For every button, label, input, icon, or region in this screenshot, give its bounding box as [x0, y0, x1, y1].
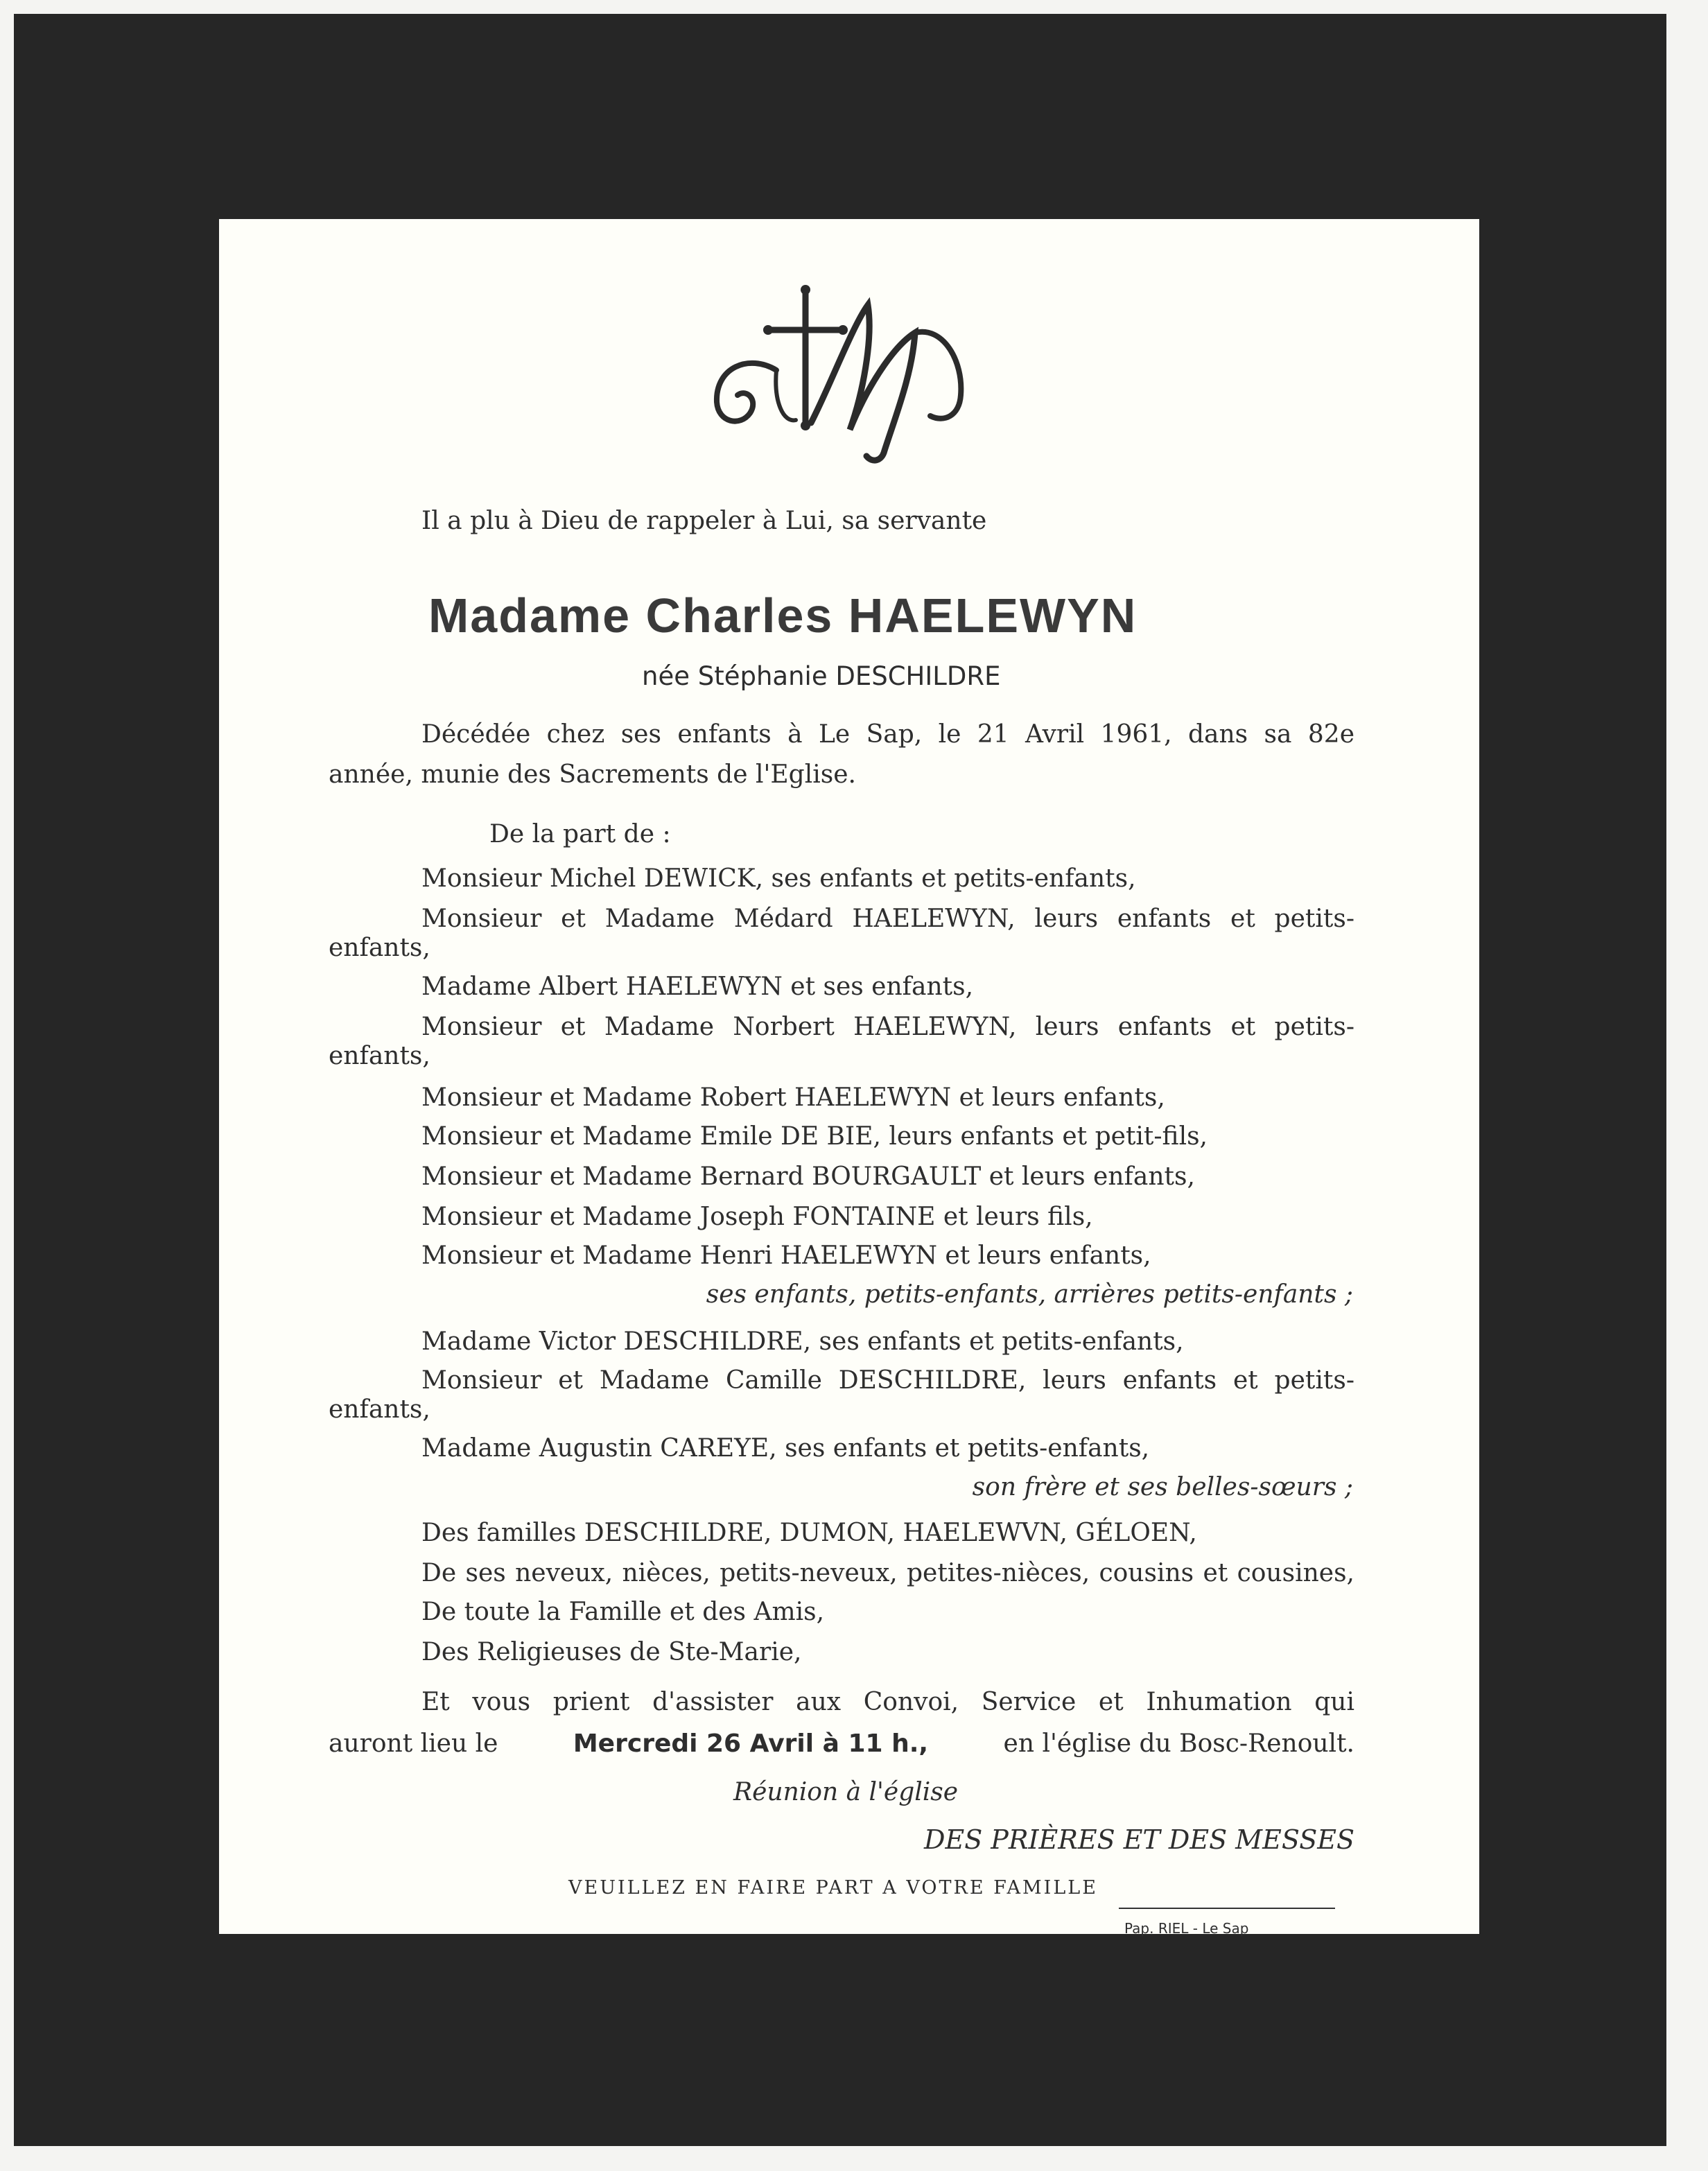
family-line: Monsieur et Madame Emile DE BIE, leurs enfants et petit-fils, — [421, 1122, 1208, 1151]
death-details-line-1: Décédée chez ses enfants à Le Sap, le 21 Avril 1961, dans sa 82e — [421, 720, 1354, 749]
family-line: Monsieur et Madame Norbert HAELEWYN, leurs enfants et petits- — [421, 1013, 1354, 1041]
family-line: Madame Victor DESCHILDRE, ses enfants et petits-enfants, — [421, 1327, 1184, 1356]
meeting-note: Réunion à l'église — [733, 1778, 959, 1806]
family-line: Madame Albert HAELEWYN et ses enfants, — [421, 973, 974, 1001]
family-line: Monsieur et Madame Médard HAELEWYN, leurs enfants et petits- — [421, 905, 1354, 933]
from-label: De la part de : — [489, 820, 671, 848]
family-line: Des familles DESCHILDRE, DUMON, HAELEWVN, GÉLOEN, — [421, 1519, 1197, 1547]
family-line: Monsieur et Madame Joseph FONTAINE et leurs fils, — [421, 1203, 1093, 1231]
deceased-name: Madame Charles HAELEWYN — [428, 588, 1138, 643]
cross-monogram-m-icon — [707, 284, 970, 464]
family-line: Madame Augustin CAREYE, ses enfants et petits-enfants, — [421, 1434, 1150, 1463]
family-line: Monsieur et Madame Bernard BOURGAULT et leurs enfants, — [421, 1162, 1195, 1191]
intro-line: Il a plu à Dieu de rappeler à Lui, sa servante — [421, 507, 987, 535]
divider — [1119, 1908, 1335, 1909]
family-line: De toute la Famille et des Amis, — [421, 1598, 825, 1626]
prayers-note: DES PRIÈRES ET DES MESSES — [923, 1824, 1354, 1855]
family-line: De ses neveux, nièces, petits-neveux, petites-nièces, cousins et cousines, — [421, 1559, 1354, 1587]
service-date: Mercredi 26 Avril à 11 h., — [573, 1729, 929, 1758]
family-line: Monsieur et Madame Camille DESCHILDRE, leurs enfants et petits- — [421, 1366, 1354, 1395]
black-mourning-border — [14, 14, 1666, 2146]
family-line-summary: ses enfants, petits-enfants, arrières petits-enfants ; — [706, 1280, 1353, 1309]
notice-line: VEUILLEZ EN FAIRE PART A VOTRE FAMILLE — [568, 1877, 1098, 1899]
service-line-1: Et vous prient d'assister aux Convoi, Service et Inhumation qui — [421, 1688, 1354, 1716]
family-line: enfants, — [329, 934, 430, 962]
death-notice-card — [219, 219, 1479, 1937]
family-line: Monsieur et Madame Robert HAELEWYN et leurs enfants, — [421, 1083, 1165, 1112]
family-line: enfants, — [329, 1042, 430, 1070]
family-line: Monsieur et Madame Henri HAELEWYN et leurs enfants, — [421, 1241, 1151, 1270]
family-line: Des Religieuses de Ste-Marie, — [421, 1638, 802, 1666]
service-line-2-prefix: auront lieu le — [329, 1729, 498, 1758]
family-line-summary: son frère et ses belles-sœurs ; — [972, 1473, 1353, 1501]
family-line: Monsieur Michel DEWICK, ses enfants et petits-enfants, — [421, 864, 1136, 893]
service-line-2 — [329, 1729, 1354, 1759]
maiden-name: née Stéphanie DESCHILDRE — [642, 661, 1001, 691]
death-details-line-2: année, munie des Sacrements de l'Eglise. — [329, 760, 856, 789]
printer-credit: Pap. RIEL - Le Sap — [1124, 1920, 1249, 1937]
family-line: enfants, — [329, 1395, 430, 1424]
service-line-2-suffix: en l'église du Bosc-Renoult. — [1003, 1729, 1354, 1758]
